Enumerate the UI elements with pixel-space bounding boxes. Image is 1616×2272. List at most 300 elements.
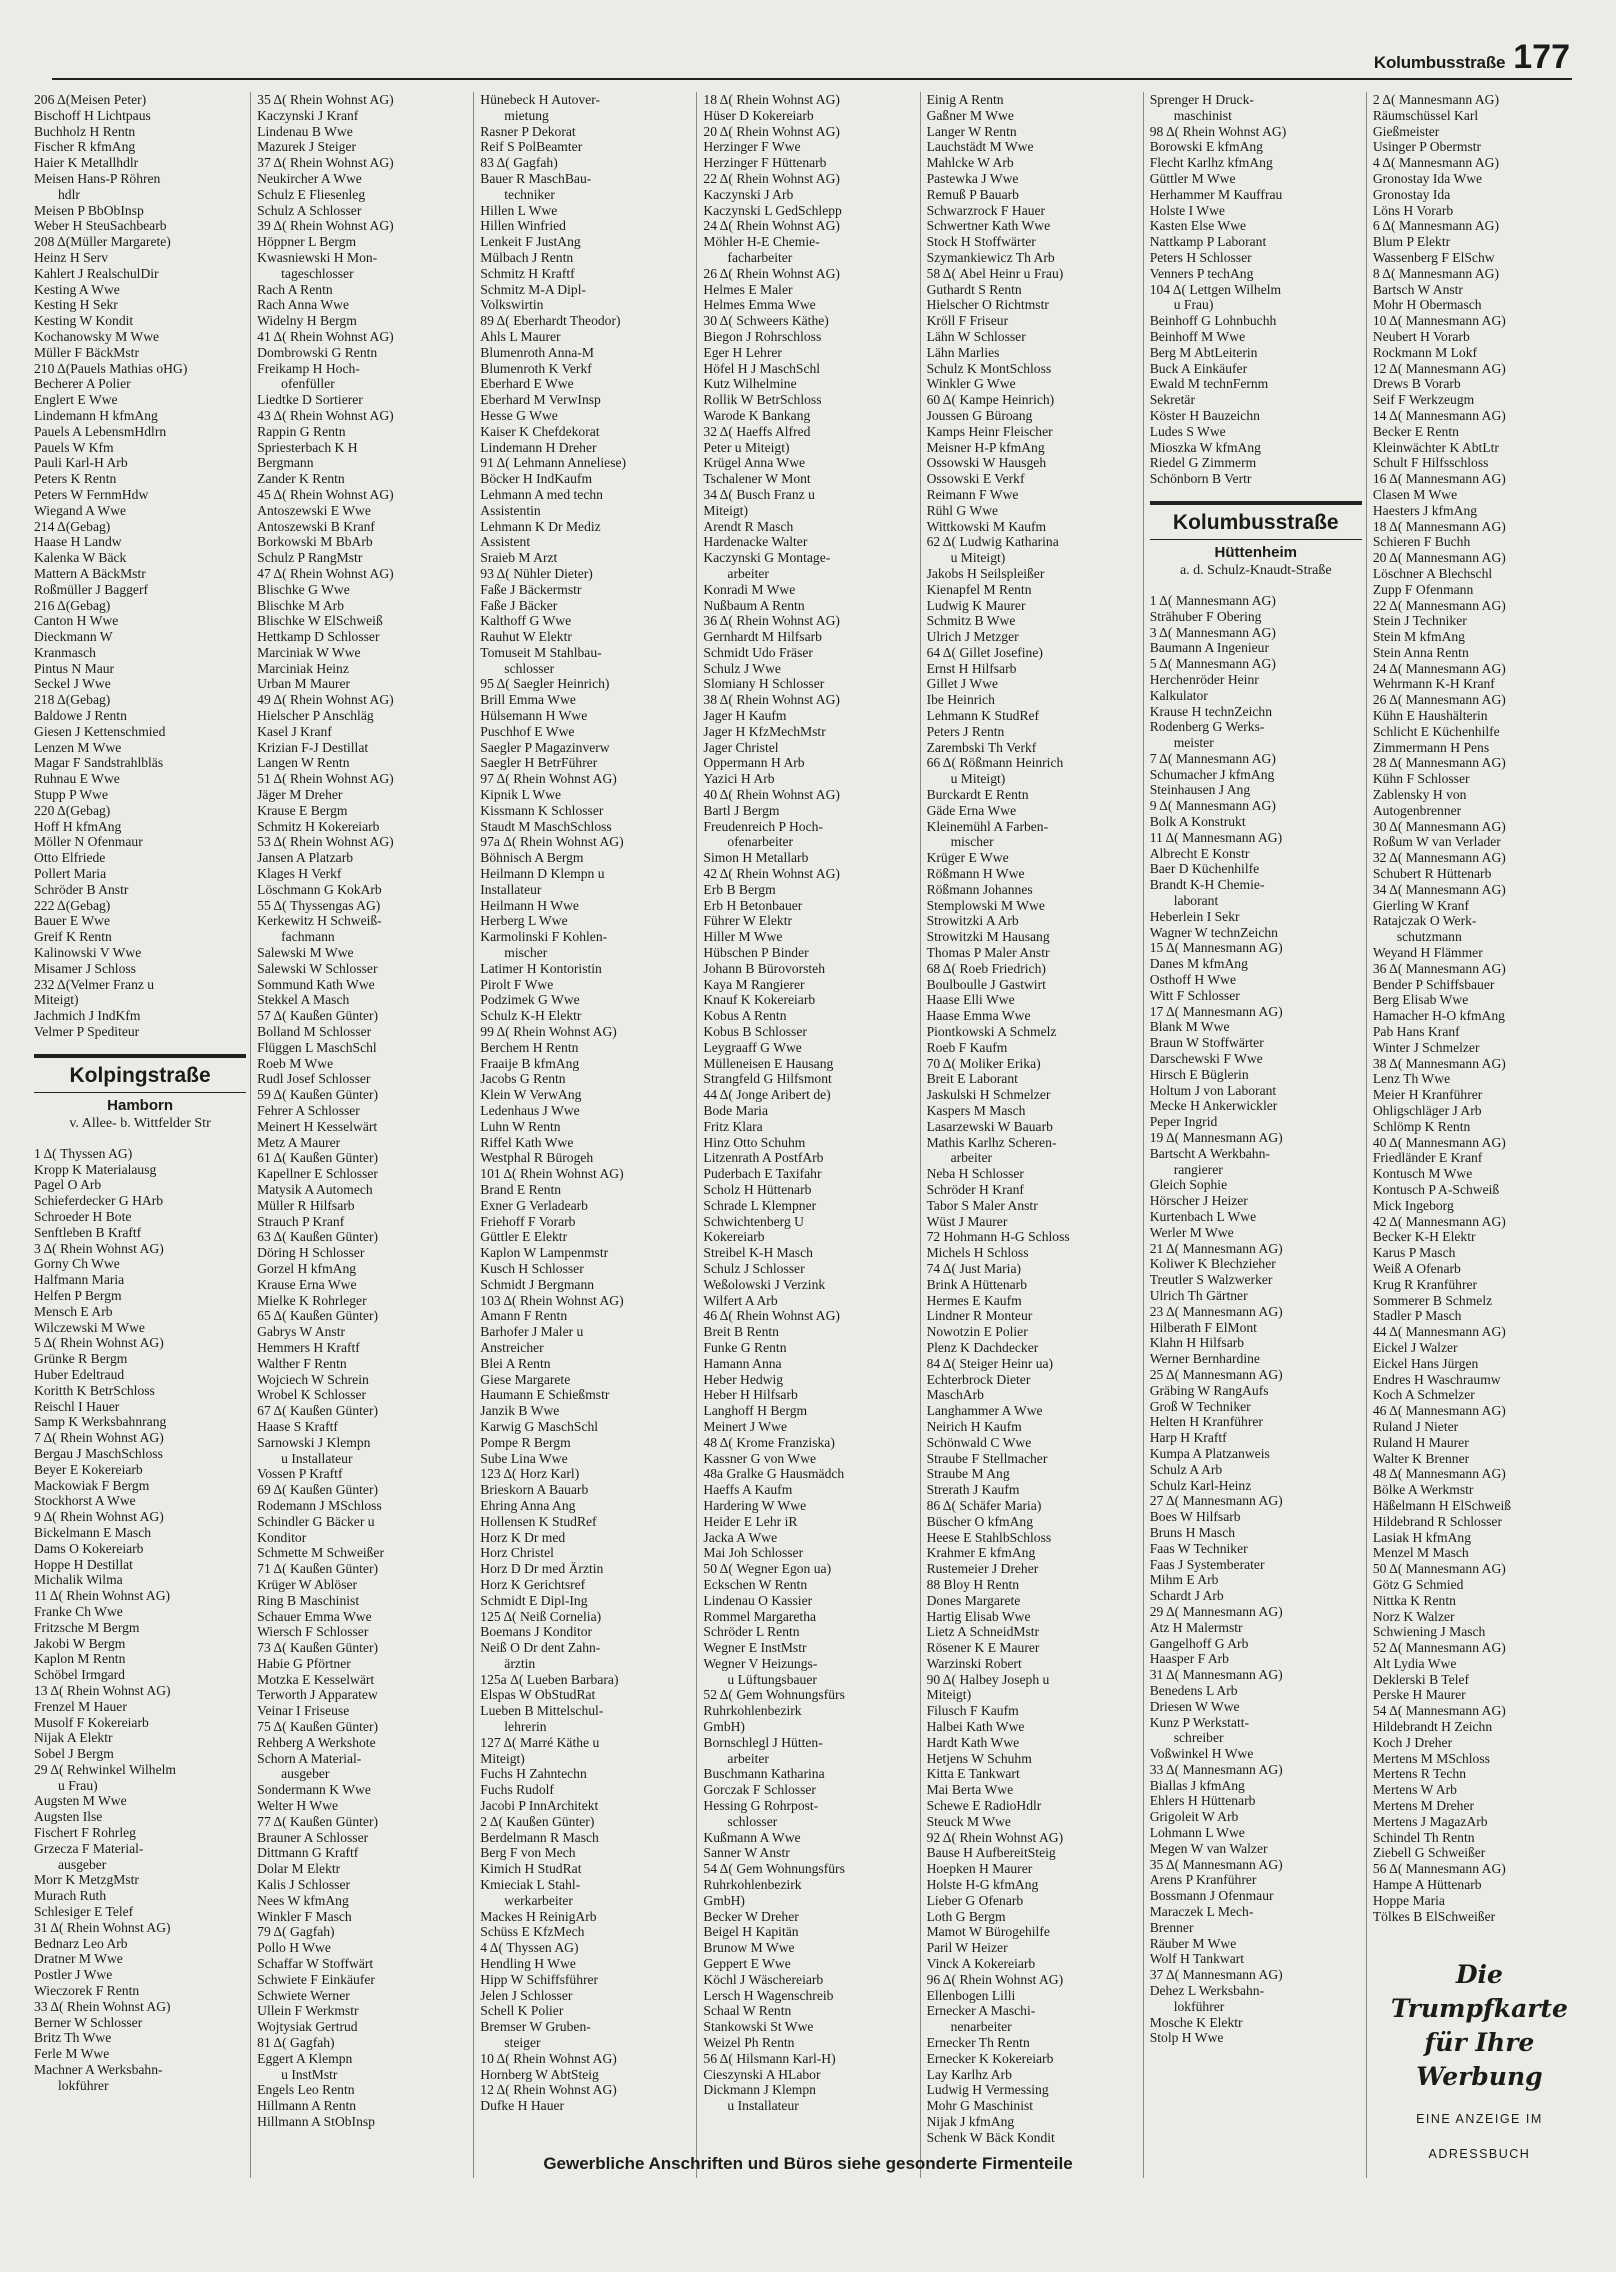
directory-entry: Norz K Walzer (1372, 1608, 1455, 1624)
directory-entry: 69 Δ( Kaußen Günter) (257, 1482, 378, 1498)
directory-entry: Meinert H Kesselwärt (257, 1118, 378, 1134)
directory-entry: Weizel Ph Rentn (703, 2035, 795, 2051)
directory-entry: u Frau) (58, 1777, 98, 1793)
directory-entry: Harp H Kraftf (1149, 1430, 1227, 1446)
directory-entry: Mai Berta Wwe (926, 1782, 1014, 1798)
directory-entry: Grzecza F Material- (34, 1840, 144, 1856)
directory-entry: Miteigt) (926, 1687, 972, 1703)
directory-entry: Habie G Pförtner (257, 1655, 351, 1671)
directory-entry: Oppermann H Arb (703, 755, 805, 771)
directory-entry: Ernecker A Maschi- (926, 2003, 1036, 2019)
directory-entry: Roßum W van Verlader (1372, 834, 1501, 850)
directory-entry: Slomiany H Schlosser (703, 676, 825, 692)
directory-entry: Neba H Schlosser (926, 1166, 1024, 1182)
directory-entry: 218 Δ(Gebag) (34, 692, 111, 708)
directory-entry: Luhn W Rentn (480, 1118, 561, 1134)
directory-entry: Hollensen K StudRef (480, 1513, 597, 1529)
directory-entry: Haasper F Arb (1149, 1651, 1229, 1667)
directory-entry: Riedel G Zimmerm (1149, 455, 1257, 471)
directory-entry: 11 Δ( Mannesmann AG) (1149, 829, 1283, 845)
directory-entry: Stekkel A Masch (257, 992, 350, 1008)
directory-entry: Hünebeck H Autover- (480, 92, 601, 107)
directory-entry: 22 Δ( Mannesmann AG) (1372, 597, 1506, 613)
directory-entry: Jachmich J IndKfm (34, 1008, 141, 1024)
directory-entry: Lehmann K StudRef (926, 708, 1040, 724)
directory-entry: Ludwig H Vermessing (926, 2082, 1049, 2098)
directory-entry: Ossowski W Hausgeh (926, 455, 1047, 471)
directory-entry: Stock H Stoffwärter (926, 234, 1036, 250)
directory-entry: Rach Anna Wwe (257, 297, 349, 313)
directory-entry: Widelny H Bergm (257, 313, 357, 329)
directory-entry: Haeffs A Kaufm (703, 1482, 793, 1498)
directory-entry: Hamann Anna (703, 1355, 782, 1371)
directory-entry: GmbH) (703, 1719, 745, 1735)
directory-entry: Faas J Systemberater (1149, 1556, 1265, 1572)
directory-entry: Ledenhaus J Wwe (480, 1103, 580, 1118)
directory-entry: Wittkowski M Kaufm (926, 518, 1047, 534)
directory-entry: 56 Δ( Mannesmann AG) (1372, 1861, 1506, 1877)
directory-entry: Rösener K E Maurer (926, 1640, 1040, 1656)
directory-entry: Konradi M Wwe (703, 581, 796, 597)
directory-entry: Becker K-H Elektr (1372, 1229, 1476, 1245)
directory-entry: Rodenberg G Werks- (1149, 719, 1265, 735)
directory-entry: Blumenroth Anna-M (480, 344, 594, 360)
directory-entry: 2 Δ( Kaußen Günter) (480, 1813, 595, 1829)
directory-entry: 83 Δ( Gagfah) (480, 155, 558, 171)
directory-entry: Wehrmann K-H Kranf (1372, 676, 1495, 692)
directory-entry: 6 Δ( Mannesmann AG) (1372, 218, 1500, 234)
directory-entry: Machner A Werksbahn- (34, 2062, 163, 2078)
directory-entry: Hildebrandt H Zeichn (1372, 1719, 1493, 1735)
directory-entry: Lehmann K Dr Mediz (480, 518, 601, 534)
directory-entry: Schaal W Rentn (703, 2003, 792, 2019)
directory-entry: Bolland M Schlosser (257, 1024, 372, 1040)
directory-entry: 98 Δ( Rhein Wohnst AG) (1149, 123, 1287, 139)
directory-entry: 101 Δ( Rhein Wohnst AG) (480, 1166, 624, 1182)
directory-entry: Mecke H Ankerwickler (1149, 1098, 1278, 1114)
directory-entry: Veinar I Friseuse (257, 1703, 350, 1719)
directory-entry: Gernhardt M Hilfsarb (703, 629, 822, 645)
directory-entry: Kühn F Schlosser (1372, 771, 1470, 787)
directory-entry: Ruland J Nieter (1372, 1418, 1459, 1434)
directory-entry: 62 Δ( Ludwig Katharina (926, 534, 1059, 550)
directory-entry: Stupp P Wwe (34, 787, 109, 803)
directory-entry: Samp K Werksbahnrang (34, 1414, 167, 1430)
directory-entry: Karwig G MaschSchl (480, 1418, 599, 1434)
directory-entry: Ewald M technFernm (1149, 376, 1269, 392)
directory-entry: Tschalener W Mont (703, 471, 811, 487)
directory-entry: Schieren F Buchh (1372, 534, 1471, 550)
directory-entry: Schorn A Material- (257, 1750, 362, 1766)
directory-entry: Hessing G Rohrpost- (703, 1798, 819, 1814)
directory-entry: Kurtenbach L Wwe (1149, 1209, 1257, 1224)
directory-entry: tageschlosser (281, 265, 354, 281)
directory-entry: Müller F BäckMstr (34, 344, 139, 360)
directory-entry: Barhofer J Maler u (480, 1324, 584, 1340)
directory-entry: Urban M Maurer (257, 676, 351, 692)
directory-entry: 5 Δ( Rhein Wohnst AG) (34, 1335, 164, 1351)
directory-entry: 19 Δ( Mannesmann AG) (1149, 1130, 1283, 1146)
directory-entry: Welter H Wwe (257, 1798, 339, 1814)
directory-entry: Krahmer E kfmAng (926, 1545, 1036, 1561)
directory-entry: 75 Δ( Kaußen Günter) (257, 1719, 378, 1735)
directory-entry: fachmann (281, 929, 335, 945)
directory-entry: Clasen M Wwe (1372, 486, 1458, 502)
directory-entry: Mihm E Arb (1149, 1572, 1219, 1588)
directory-entry: Dehez L Werksbahn- (1149, 1983, 1265, 1999)
directory-entry: Kusch H Schlosser (480, 1260, 584, 1276)
directory-entry: Blank M Wwe (1149, 1019, 1230, 1035)
directory-entry: Klahn H Hilfsarb (1149, 1335, 1245, 1351)
street-section-district: Hüttenheim (1214, 543, 1298, 561)
directory-entry: Freikamp H Hoch- (257, 360, 360, 376)
directory-entry: Stockhorst A Wwe (34, 1493, 136, 1509)
directory-entry: Hetjens W Schuhm (926, 1750, 1032, 1766)
directory-entry: Darschewski F Wwe (1149, 1051, 1263, 1067)
directory-entry: 44 Δ( Mannesmann AG) (1372, 1324, 1506, 1340)
directory-entry: Arens P Kranführer (1149, 1872, 1257, 1888)
directory-entry: Langer W Rentn (926, 123, 1017, 139)
directory-entry: Joussen G Büroang (926, 407, 1033, 423)
directory-entry: Gäde Erna Wwe (926, 802, 1017, 818)
directory-entry: Ludes S Wwe (1149, 423, 1226, 439)
directory-entry: Götz G Schmied (1372, 1576, 1464, 1592)
directory-entry: Heider E Lehr iR (703, 1513, 798, 1529)
column-1 (28, 92, 251, 2178)
directory-entry: Lindemann H kfmAng (34, 407, 158, 423)
directory-entry: Podzimek G Wwe (480, 992, 580, 1008)
directory-entry: Becker E Rentn (1372, 423, 1459, 439)
directory-entry: Gabrys W Anstr (257, 1324, 345, 1340)
directory-entry: Winter J Schmelzer (1372, 1039, 1480, 1055)
directory-entry: Velmer P Spediteur (34, 1024, 140, 1040)
directory-entry: Bartl J Bergm (703, 802, 780, 818)
directory-entry: Hillen Winfried (480, 218, 566, 234)
directory-entry: Salewski M Wwe (257, 945, 354, 961)
directory-entry: Schmidt E Dipl-Ing (480, 1592, 588, 1608)
directory-entry: 14 Δ( Mannesmann AG) (1372, 407, 1506, 423)
directory-entry: Hoepken H Maurer (926, 1861, 1033, 1877)
directory-entry: 29 Δ( Mannesmann AG) (1149, 1603, 1283, 1619)
directory-entry: Mick Ingeborg (1372, 1197, 1454, 1213)
directory-entry: Driesen W Wwe (1149, 1698, 1240, 1714)
directory-entry: Ratajczak O Werk- (1372, 913, 1477, 929)
directory-entry: ausgeber (281, 1766, 330, 1782)
directory-entry: Fehrer A Schlosser (257, 1103, 360, 1118)
directory-entry: Filusch F Kaufm (926, 1703, 1019, 1719)
directory-entry: Erb B Bergm (703, 881, 776, 897)
directory-entry: Groß W Techniker (1149, 1398, 1251, 1414)
directory-entry: Schönwald C Wwe (926, 1434, 1032, 1450)
directory-entry: Wolf H Tankwart (1149, 1951, 1245, 1967)
directory-entry: Ziebell G Schweißer (1372, 1845, 1486, 1861)
directory-entry: Kasel J Kranf (257, 723, 332, 739)
directory-entry: 31 Δ( Rhein Wohnst AG) (34, 1919, 171, 1935)
directory-entry: Greif K Rentn (34, 929, 112, 945)
directory-entry: Mackes H ReinigArb (480, 1908, 597, 1924)
directory-entry: Jansen A Platzarb (257, 850, 354, 866)
directory-entry: Ludwig K Maurer (926, 597, 1026, 613)
directory-entry: Simon H Metallarb (703, 850, 809, 866)
directory-entry: Berg F von Mech (480, 1845, 576, 1861)
directory-entry: Kranmasch (34, 644, 96, 660)
directory-entry: Kochanowsky M Wwe (34, 328, 160, 344)
directory-entry: 4 Δ( Mannesmann AG) (1372, 155, 1500, 171)
directory-entry: 38 Δ( Mannesmann AG) (1372, 1055, 1506, 1071)
directory-entry: Drews B Vorarb (1372, 376, 1461, 392)
directory-entry: Koliwer K Blechzieher (1149, 1256, 1276, 1272)
directory-entry: Anstreicher (480, 1339, 544, 1355)
directory-entry: Blischke W ElSchweiß (257, 613, 383, 629)
directory-entry: Lenz Th Wwe (1372, 1071, 1451, 1087)
directory-entry: 9 Δ( Rhein Wohnst AG) (34, 1509, 164, 1525)
directory-entry: Beinhoff M Wwe (1149, 328, 1246, 344)
directory-entry: Meisner H-P kfmAng (926, 439, 1045, 455)
directory-entry: Hillmann A Rentn (257, 2098, 357, 2114)
directory-entry: Becherer A Polier (34, 376, 131, 392)
directory-entry: Boulboulle J Gastwirt (926, 976, 1046, 992)
directory-entry: Sprenger H Druck- (1149, 92, 1254, 107)
directory-entry: Haumann E Schießmstr (480, 1387, 610, 1403)
directory-entry: Hendling H Wwe (480, 1956, 576, 1972)
directory-entry: 18 Δ( Rhein Wohnst AG) (703, 92, 840, 107)
directory-entry: Hildebrand R Schlosser (1372, 1513, 1502, 1529)
directory-entry: Mamot W Bürogehilfe (926, 1924, 1050, 1940)
directory-entry: 3 Δ( Mannesmann AG) (1149, 624, 1276, 640)
directory-entry: Assistentin (480, 502, 541, 518)
directory-entry: Ehring Anna Ang (480, 1497, 576, 1513)
directory-entry: Huber Edeltraud (34, 1366, 125, 1382)
directory-entry: 20 Δ( Rhein Wohnst AG) (703, 123, 840, 139)
directory-entry: 34 Δ( Mannesmann AG) (1372, 881, 1506, 897)
directory-entry: Reischl I Hauer (34, 1398, 120, 1414)
directory-entry: Lenkeit F JustAng (480, 234, 581, 250)
directory-entry: Löschmann G KokArb (257, 881, 382, 897)
directory-entry: Hampe A Hüttenarb (1372, 1877, 1482, 1893)
directory-entry: Gronostay Ida (1372, 186, 1451, 202)
directory-entry: Nijak J kfmAng (926, 2114, 1015, 2129)
directory-entry: 73 Δ( Kaußen Günter) (257, 1640, 378, 1656)
ad-text-line: EINE ANZEIGE IM (1416, 2112, 1543, 2127)
directory-entry: Tölkes B ElSchweißer (1372, 1908, 1496, 1924)
directory-entry: Meisen P BbObInsp (34, 202, 144, 218)
directory-entry: Gangelhoff G Arb (1149, 1635, 1249, 1651)
directory-entry: 56 Δ( Hilsmann Karl-H) (703, 2050, 836, 2066)
directory-entry: Bischoff H Lichtpaus (34, 107, 151, 123)
directory-entry: Kleinwächter K AbtLtr (1372, 439, 1499, 455)
directory-entry: 55 Δ( Thyssengas AG) (257, 897, 381, 913)
directory-entry: Fraaije B kfmAng (480, 1055, 580, 1071)
directory-entry: Schmidt J Bergmann (480, 1276, 595, 1292)
column-6 (1144, 92, 1367, 2178)
directory-entry: Koch J Dreher (1372, 1734, 1453, 1750)
directory-entry: Rauhut W Elektr (480, 629, 572, 645)
directory-entry: Fischer R kfmAng (34, 139, 136, 155)
directory-entry: Pollert Maria (34, 866, 107, 882)
directory-entry: Bornschlegl J Hütten- (703, 1734, 823, 1750)
directory-entry: Koch A Schmelzer (1372, 1387, 1475, 1403)
directory-entry: Giese Margarete (480, 1371, 571, 1387)
directory-entry: Horz Christel (480, 1545, 554, 1561)
directory-entry: Schmitz M-A Dipl- (480, 281, 587, 297)
directory-entry: Hardenacke Walter (703, 534, 808, 550)
directory-entry: Winkler F Masch (257, 1908, 352, 1924)
directory-entry: Strangfeld G Hilfsmont (703, 1071, 832, 1087)
directory-entry: Karmolinski F Kohlen- (480, 929, 608, 945)
directory-entry: Wilfert A Arb (703, 1292, 778, 1308)
directory-entry: Haesters J kfmAng (1372, 502, 1478, 518)
directory-entry: Lindenau O Kassier (703, 1592, 813, 1608)
directory-entry: Bolk A Konstrukt (1149, 814, 1246, 830)
directory-entry: Freudenreich P Hoch- (703, 818, 823, 834)
directory-entry: 54 Δ( Mannesmann AG) (1372, 1703, 1506, 1719)
directory-entry: Böhnisch A Bergm (480, 850, 584, 866)
directory-entry: 25 Δ( Mannesmann AG) (1149, 1366, 1283, 1382)
directory-entry: Gießmeister (1372, 123, 1440, 139)
directory-entry: Kassner G von Wwe (703, 1450, 817, 1466)
directory-entry: Albrecht E Konstr (1149, 845, 1250, 861)
directory-entry: Hornberg W AbtSteig (480, 2066, 599, 2082)
directory-entry: Strowitzki M Hausang (926, 929, 1050, 945)
directory-entry: 12 Δ( Mannesmann AG) (1372, 360, 1506, 376)
directory-entry: Rach A Rentn (257, 281, 333, 297)
directory-entry: Hoppe H Destillat (34, 1556, 133, 1572)
directory-entry: 66 Δ( Rößmann Heinrich (926, 755, 1064, 771)
directory-entry: Wegner V Heizungs- (703, 1655, 818, 1671)
directory-entry: Strauch P Kranf (257, 1213, 345, 1229)
directory-entry: Blumenroth K Verkf (480, 360, 592, 376)
directory-entry: Grünke R Bergm (34, 1351, 128, 1367)
directory-entry: Zarembski Th Verkf (926, 739, 1037, 755)
directory-entry: Kaczynski L GedSchlepp (703, 202, 842, 218)
directory-entry: 67 Δ( Kaußen Günter) (257, 1403, 378, 1419)
directory-entry: Ullein F Werkmstr (257, 2003, 359, 2019)
directory-entry: Ehlers H Hüttenarb (1149, 1793, 1256, 1809)
directory-entry: Nees W kfmAng (257, 1892, 349, 1908)
directory-entry: Gleich Sophie (1149, 1177, 1228, 1193)
directory-entry: 7 Δ( Mannesmann AG) (1149, 750, 1276, 766)
directory-entry: Haase S Kraftf (257, 1418, 338, 1434)
directory-entry: Eickel Hans Jürgen (1372, 1355, 1479, 1371)
directory-entry: Hinz Otto Schuhm (703, 1134, 806, 1150)
directory-entry: Berg Elisab Wwe (1372, 992, 1469, 1008)
directory-entry: 97a Δ( Rhein Wohnst AG) (480, 834, 624, 850)
directory-entry: 125a Δ( Lueben Barbara) (480, 1671, 619, 1687)
directory-entry: Cieszynski A HLabor (703, 2066, 821, 2082)
directory-entry: Straube M Ang (926, 1466, 1010, 1482)
directory-entry: Jacobi P InnArchitekt (480, 1798, 599, 1814)
directory-entry: 46 Δ( Rhein Wohnst AG) (703, 1308, 840, 1324)
directory-entry: Steuck M Wwe (926, 1813, 1011, 1829)
directory-entry: Eckschen W Rentn (703, 1576, 808, 1592)
directory-entry: Kaczynski J Kranf (257, 107, 359, 123)
directory-entry: Ruhnau E Wwe (34, 771, 120, 787)
directory-entry: Lohmann L Wwe (1149, 1825, 1245, 1841)
directory-entry: Jager H Kaufm (703, 708, 787, 724)
directory-entry: Nowotzin E Polier (926, 1324, 1028, 1340)
directory-entry: Brink A Hüttenarb (926, 1276, 1027, 1292)
directory-entry: techniker (504, 186, 555, 202)
directory-entry: lehrerin (504, 1719, 547, 1735)
directory-entry: Sanner W Anstr (703, 1845, 790, 1861)
directory-entry: Pastewka J Wwe (926, 170, 1019, 186)
directory-entry: Riffel Kath Wwe (480, 1134, 574, 1150)
directory-entry: 52 Δ( Gem Wohnungsfürs (703, 1687, 845, 1703)
column-3 (474, 92, 697, 2178)
directory-entry: Augsten M Wwe (34, 1793, 127, 1809)
directory-entry: Löns H Vorarb (1372, 202, 1454, 218)
directory-entry: 232 Δ(Velmer Franz u (34, 976, 155, 992)
directory-entry: Exner G Verladearb (480, 1197, 588, 1213)
directory-entry: Usinger P Obermstr (1372, 139, 1482, 155)
directory-entry: u Frau) (1173, 297, 1214, 313)
directory-entry: arbeiter (727, 565, 769, 581)
directory-entry: Krause H technZeichn (1149, 703, 1272, 719)
directory-entry: 71 Δ( Kaußen Günter) (257, 1561, 378, 1577)
directory-entry: Piontkowski A Schmelz (926, 1024, 1057, 1040)
directory-entry: 27 Δ( Mannesmann AG) (1149, 1493, 1283, 1509)
directory-entry: Spriesterbach K H (257, 439, 358, 455)
directory-entry: Blei A Rentn (480, 1355, 551, 1371)
directory-entry: Schindel Th Rentn (1372, 1829, 1475, 1845)
directory-entry: Puschhof E Wwe (480, 723, 575, 739)
directory-entry: 23 Δ( Mannesmann AG) (1149, 1303, 1283, 1319)
directory-entry: Schieferdecker G HArb (34, 1193, 164, 1209)
directory-entry: Mertens M MSchloss (1372, 1750, 1490, 1766)
directory-entry: Rodemann J MSchloss (257, 1497, 382, 1513)
directory-entry: Knauf K Kokereiarb (703, 992, 816, 1008)
directory-entry: Ulrich Th Gärtner (1149, 1287, 1248, 1303)
directory-entry: 35 Δ( Mannesmann AG) (1149, 1856, 1283, 1872)
directory-entry: Miteigt) (480, 1750, 525, 1766)
directory-entry: Hermes E Kaufm (926, 1292, 1022, 1308)
directory-entry: 208 Δ(Müller Margarete) (34, 234, 171, 250)
directory-entry: Räumschüssel Karl (1372, 107, 1479, 123)
directory-entry: arbeiter (727, 1750, 769, 1766)
directory-entry: Biegon J Rohrschloss (703, 328, 822, 344)
directory-entry: Zander K Rentn (257, 471, 345, 487)
directory-entry: Britz Th Wwe (34, 2030, 112, 2046)
directory-entry: Warode K Bankang (703, 407, 811, 423)
directory-entry: MaschArb (926, 1387, 984, 1403)
directory-entry: Bauer E Wwe (34, 913, 110, 929)
directory-entry: Kaczynski G Montage- (703, 550, 831, 566)
directory-entry: Metz A Maurer (257, 1134, 341, 1150)
directory-entry: Rößmann Johannes (926, 881, 1033, 897)
directory-entry: Friedländer E Kranf (1372, 1150, 1483, 1166)
directory-entry: Jacobs G Rentn (480, 1071, 566, 1087)
directory-entry: Ossowski E Verkf (926, 471, 1025, 487)
directory-entry: Jager Christel (703, 739, 779, 755)
directory-entry: Schmitz H Kokereiarb (257, 818, 380, 834)
directory-entry: Leygraaff G Wwe (703, 1039, 802, 1055)
directory-entry: Brandt K-H Chemie- (1149, 877, 1265, 893)
directory-entry: Echterbrock Dieter (926, 1371, 1031, 1387)
directory-entry: Schenk W Bäck Kondit (926, 2129, 1055, 2145)
directory-entry: Senftleben B Kraftf (34, 1224, 142, 1240)
directory-entry: 37 Δ( Rhein Wohnst AG) (257, 155, 394, 171)
directory-entry: Herzinger F Hüttenarb (703, 155, 827, 171)
directory-entry: Ahls L Maurer (480, 328, 561, 344)
directory-entry: Kerkewitz H Schweiß- (257, 913, 382, 929)
directory-entry: Gräbing W RangAufs (1149, 1382, 1269, 1398)
directory-entry: Rehberg A Werkshote (257, 1734, 376, 1750)
directory-entry: Heber Hedwig (703, 1371, 784, 1387)
directory-entry: Berdelmann R Masch (480, 1829, 599, 1845)
directory-entry: Morr K MetzgMstr (34, 1872, 139, 1888)
directory-entry: Weyand H Flämmer (1372, 945, 1483, 961)
directory-entry: Schlesiger E Telef (34, 1904, 134, 1920)
